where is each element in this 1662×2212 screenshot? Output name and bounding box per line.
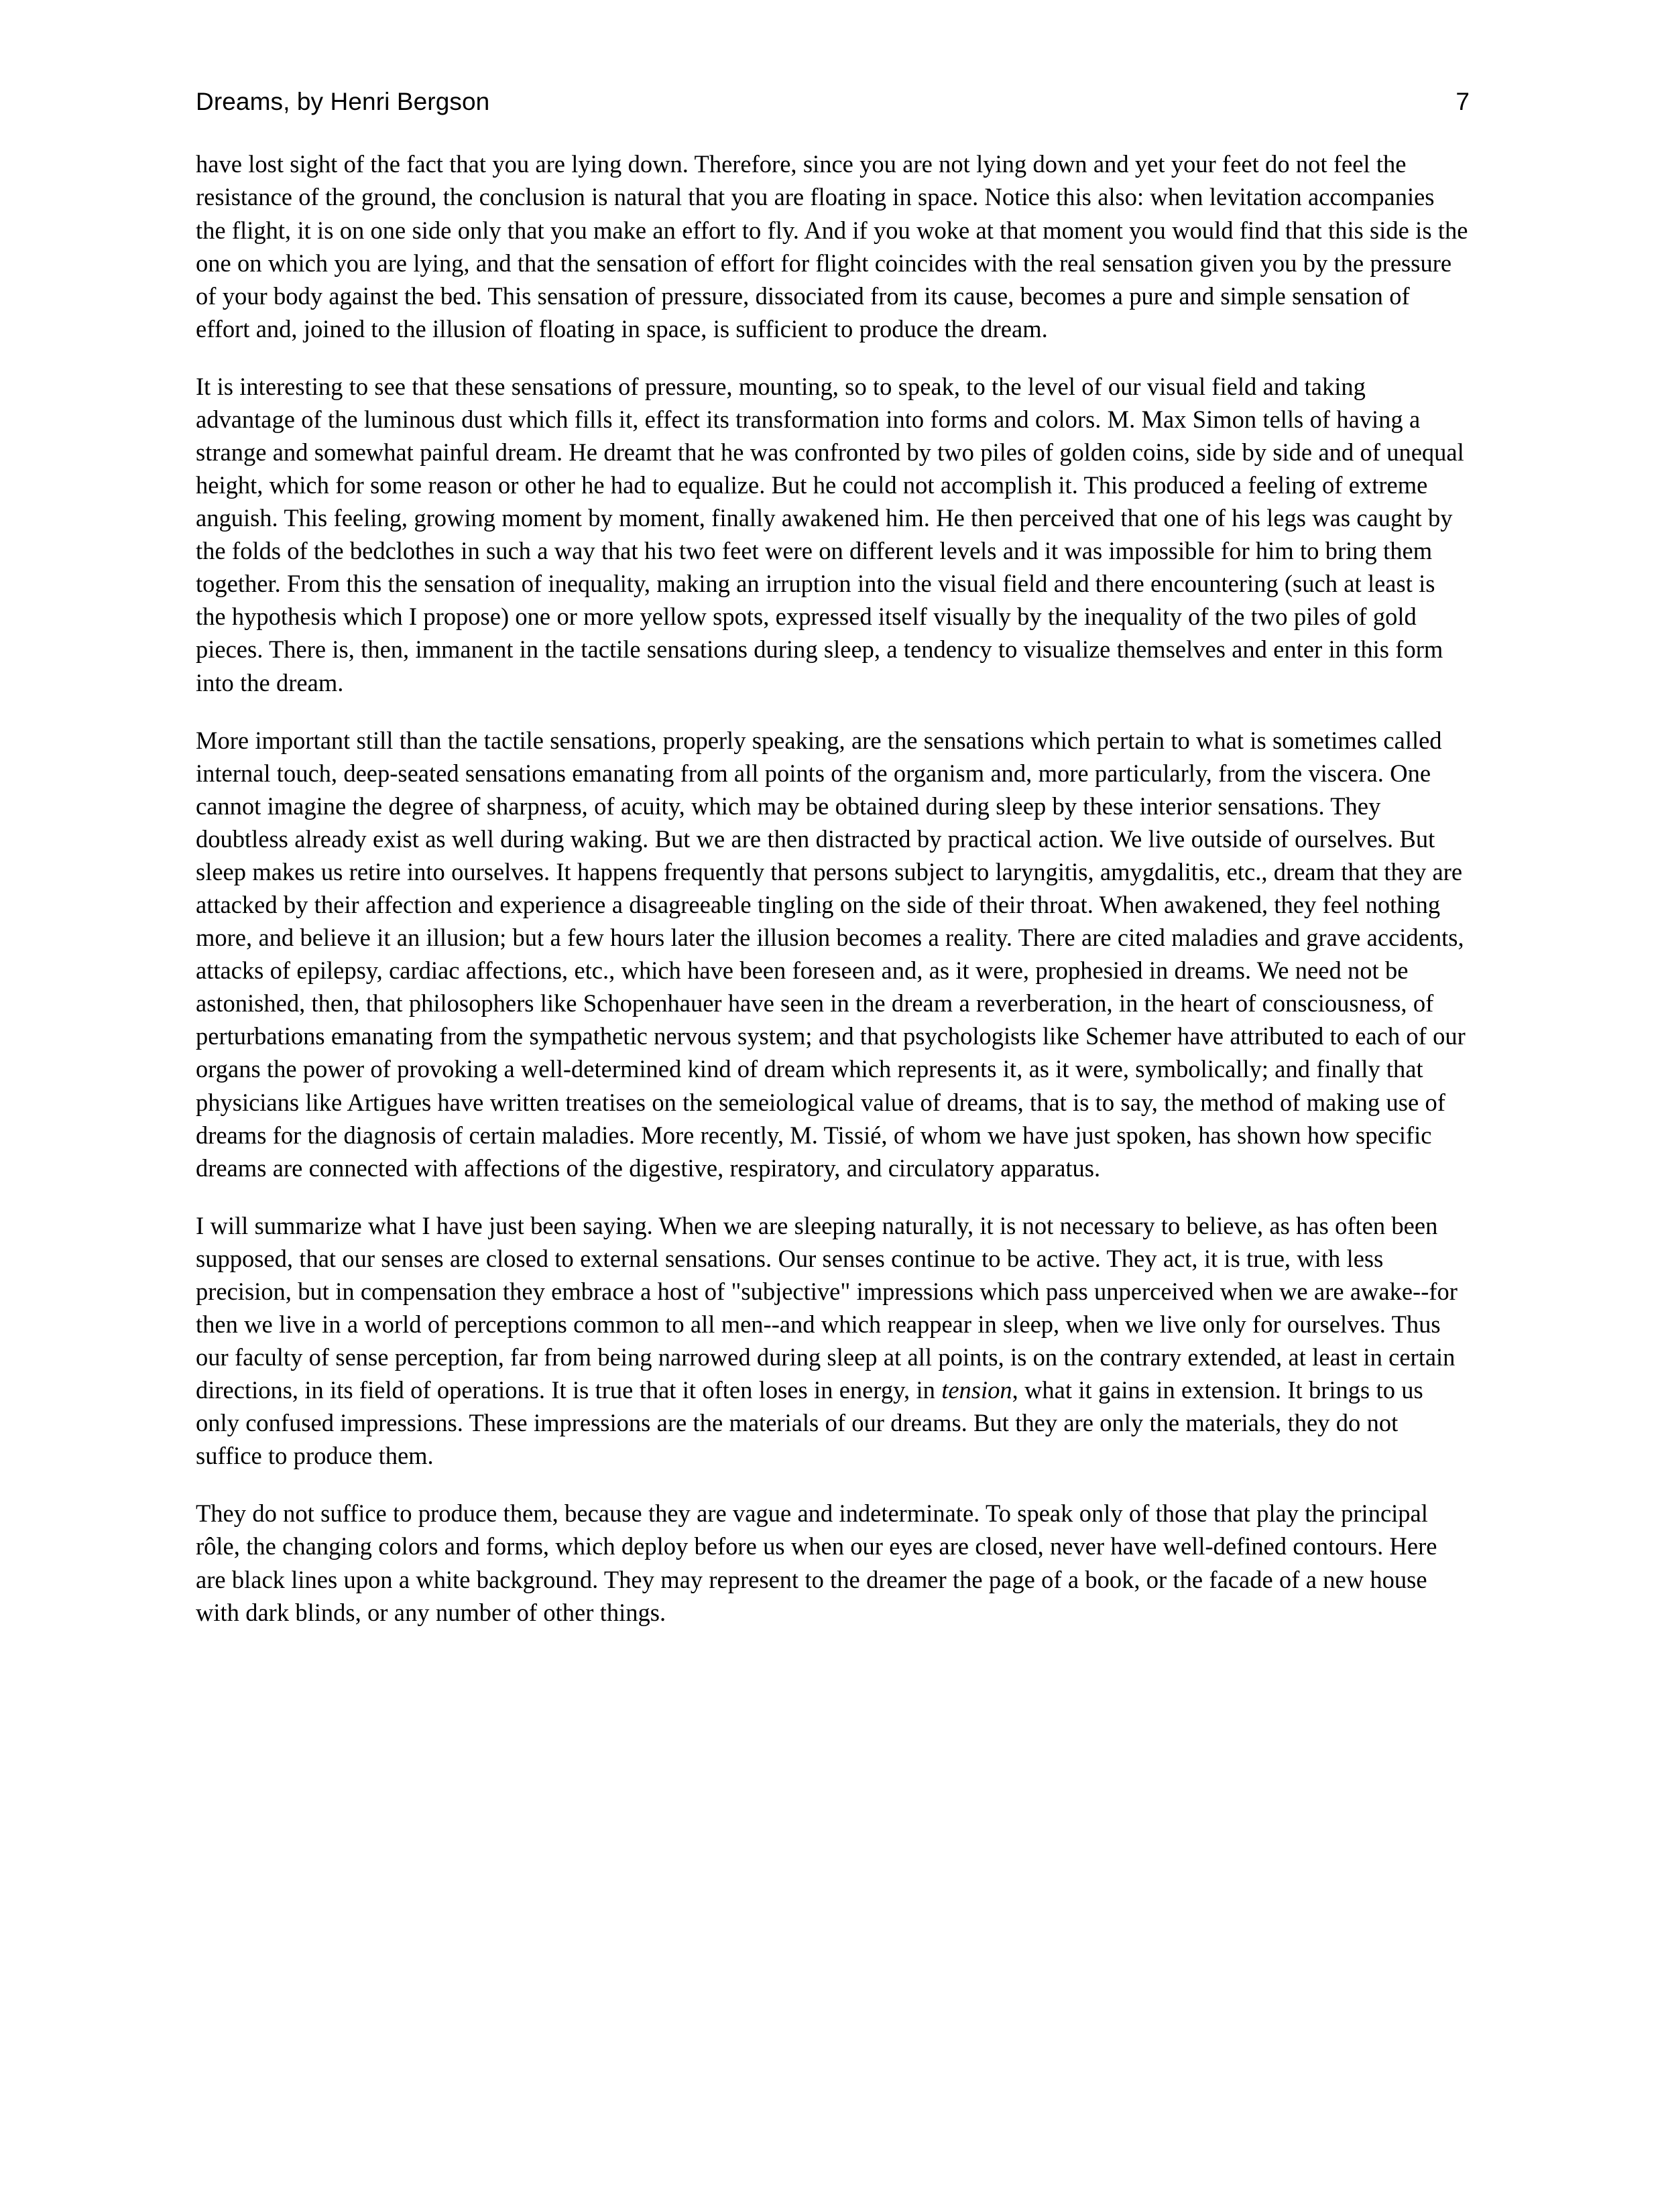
paragraph-1: have lost sight of the fact that you are lying down. Therefore, since you are not lying down and yet your feet do not feel the resistance of the ground, the conclusion is natural that you are floating in space. Notice this also: when levitation accompanies the flight, it is on one side only that you make an effort to fly. And if you woke at that moment you would find that this side is the one on which you are lying, and that the sensation of effort for flight coincides with the real sensation given you by the pressure of your body against the bed. This sensation of pressure, dissociated from its cause, becomes a pure and simple sensation of effort and, joined to the illusion of floating in space, is sufficient to produce the dream. [196, 150, 1468, 343]
paragraph-4-after: , what it gains in extension. It brings to us only confused impressions. These impressions are the materials of our dreams. But they are only the materials, they do not suffice to produce them. [196, 1376, 1423, 1470]
header-title: Dreams, by Henri Bergson [196, 88, 490, 115]
body-text [196, 147, 1470, 1628]
page-header [196, 87, 1470, 117]
emphasized-word: tension [941, 1376, 1012, 1404]
page-content [196, 87, 1470, 1629]
paragraph-2: It is interesting to see that these sensations of pressure, mounting, so to speak, to the level of our visual field and taking advantage of the luminous dust which fills it, effect its transformation into forms and colors. M. Max Simon tells of having a strange and somewhat painful dream. He dreamt that he was confronted by two piles of golden coins, side by side and of unequal height, which for some reason or other he had to equalize. But he could not accomplish it. This produced a feeling of extreme anguish. This feeling, growing moment by moment, finally awakened him. He then perceived that one of his legs was caught by the folds of the bedclothes in such a way that his two feet were on different levels and it was impossible for him to bring them together. From this the sensation of inequality, making an irruption into the visual field and there encountering (such at least is the hypothesis which I propose) one or more yellow spots, expressed itself visually by the inequality of the two piles of gold pieces. There is, then, immanent in the tactile sensations during sleep, a tendency to visualize themselves and enter in this form into the dream. [196, 372, 1464, 696]
page-number: 7 [1456, 88, 1470, 115]
paragraph-4-before: I will summarize what I have just been saying. When we are sleeping naturally, it is not necessary to believe, as has often been supposed, that our senses are closed to external sensations. Our senses continue to be active. They act, it is true, with less precision, but in compensation they embrace a host of "subjective" impressions which pass unperceived when we are awake--for then we live in a world of perceptions common to all men--and which reappear in sleep, when we live only for ourselves. Thus our faculty of sense perception, far from being narrowed during sleep at all points, is on the contrary extended, at least in certain directions, in its field of operations. It is true that it often loses in energy, in [196, 1211, 1458, 1404]
paragraph-5: They do not suffice to produce them, because they are vague and indeterminate. To speak only of those that play the principal rôle, the changing colors and forms, which deploy before us when our eyes are closed, never have well-defined contours. Here are black lines upon a white background. They may represent to the dreamer the page of a book, or the facade of a new house with dark blinds, or any number of other things. [196, 1499, 1437, 1626]
paragraph-4 [196, 1209, 1470, 1473]
paragraph-3: More important still than the tactile sensations, properly speaking, are the sensations which pertain to what is sometimes called internal touch, deep-seated sensations emanating from all points of the organism and, more particularly, from the viscera. One cannot imagine the degree of sharpness, of acuity, which may be obtained during sleep by these interior sensations. They doubtless already exist as well during waking. But we are then distracted by practical action. We live outside of ourselves. But sleep makes us retire into ourselves. It happens frequently that persons subject to laryngitis, amygdalitis, etc., dream that they are attacked by their affection and experience a disagreeable tingling on the side of their throat. When awakened, they feel nothing more, and believe it an illusion; but a few hours later the illusion becomes a reality. There are cited maladies and grave accidents, attacks of epilepsy, cardiac affections, etc., which have been foreseen and, as it were, prophesied in dreams. We need not be astonished, then, that philosophers like Schopenhauer have seen in the dream a reverberation, in the heart of consciousness, of perturbations emanating from the sympathetic nervous system; and that psychologists like Schemer have attributed to each of our organs the power of provoking a well-determined kind of dream which represents it, as it were, symbolically; and finally that physicians like Artigues have written treatises on the semeiological value of dreams, that is to say, the method of making use of dreams for the diagnosis of certain maladies. More recently, M. Tissié, of whom we have just spoken, has shown how specific dreams are connected with affections of the digestive, respiratory, and circulatory apparatus. [196, 726, 1466, 1182]
